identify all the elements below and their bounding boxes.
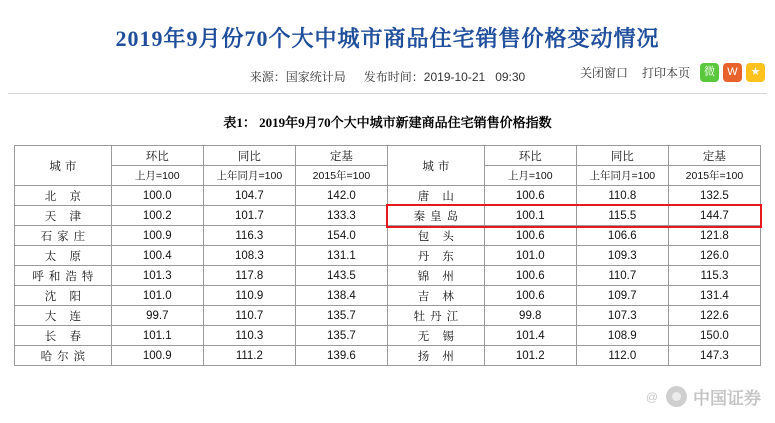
weibo-icon[interactable] (723, 63, 742, 82)
header-mom-right: 环比 (484, 146, 576, 166)
cell-yoy-left: 116.3 (203, 226, 295, 246)
cell-yoy-right: 110.7 (576, 266, 668, 286)
close-window-link[interactable]: 关闭窗口 (579, 66, 628, 80)
cell-base-left: 135.7 (295, 326, 387, 346)
subheader-yoy-right: 上年同月=100 (576, 166, 668, 186)
source-value: 国家统计局 (285, 69, 346, 84)
cell-city-left: 沈 阳 (15, 286, 112, 306)
header-base-right: 定基 (668, 146, 760, 166)
publish-label: 发布时间： (363, 69, 424, 84)
table-row (15, 286, 761, 306)
meta-bar (0, 59, 775, 93)
cell-yoy-left: 101.7 (203, 206, 295, 226)
cell-base-right: 122.6 (668, 306, 760, 326)
table-row (15, 326, 761, 346)
table-wrap (0, 145, 775, 366)
cell-mom-left: 100.9 (111, 226, 203, 246)
source-label: 来源： (249, 69, 286, 84)
header-city-right: 城市 (387, 146, 484, 186)
cell-base-left: 133.3 (295, 206, 387, 226)
cell-yoy-right: 109.3 (576, 246, 668, 266)
cell-mom-left: 100.0 (111, 186, 203, 206)
cell-city-right: 牡丹江 (387, 306, 484, 326)
table-row (15, 266, 761, 286)
cell-city-left: 北 京 (15, 186, 112, 206)
cell-yoy-right: 115.5 (576, 206, 668, 226)
qzone-icon-glyph: ★ (750, 66, 761, 78)
weibo-icon-glyph: W (727, 66, 738, 78)
cell-city-left: 呼和浩特 (15, 266, 112, 286)
cell-mom-left: 100.2 (111, 206, 203, 226)
cell-base-left: 139.6 (295, 346, 387, 366)
table-body (15, 186, 761, 366)
cell-mom-left: 100.4 (111, 246, 203, 266)
cell-city-right: 锦 州 (387, 266, 484, 286)
watermark-text: 中国证券 (693, 389, 761, 408)
cell-city-right: 丹 东 (387, 246, 484, 266)
cell-base-right: 144.7 (668, 206, 760, 226)
cell-mom-left: 101.3 (111, 266, 203, 286)
cell-yoy-left: 110.7 (203, 306, 295, 326)
publish-date: 2019-10-21 (423, 69, 486, 84)
subheader-base-left: 2015年=100 (295, 166, 387, 186)
watermark (646, 384, 761, 409)
cell-yoy-right: 109.7 (576, 286, 668, 306)
table-row (15, 306, 761, 326)
cell-city-right: 秦皇岛 (387, 206, 484, 226)
cell-city-right: 包 头 (387, 226, 484, 246)
cell-base-right: 150.0 (668, 326, 760, 346)
header-yoy-left: 同比 (203, 146, 295, 166)
cell-yoy-left: 117.8 (203, 266, 295, 286)
cell-mom-right: 100.6 (484, 286, 576, 306)
table-row (15, 246, 761, 266)
cell-yoy-right: 108.9 (576, 326, 668, 346)
cell-mom-left: 101.0 (111, 286, 203, 306)
meta-inner (250, 68, 525, 85)
share-icons (700, 63, 765, 82)
subheader-yoy-left: 上年同月=100 (203, 166, 295, 186)
watermark-logo-icon (666, 386, 687, 407)
table-row (15, 226, 761, 246)
subheader-base-right: 2015年=100 (668, 166, 760, 186)
cell-mom-right: 100.6 (484, 266, 576, 286)
cell-base-left: 131.1 (295, 246, 387, 266)
cell-mom-right: 100.6 (484, 226, 576, 246)
wechat-icon[interactable] (700, 63, 719, 82)
cell-base-left: 154.0 (295, 226, 387, 246)
subheader-mom-left: 上月=100 (111, 166, 203, 186)
cell-yoy-right: 107.3 (576, 306, 668, 326)
cell-yoy-right: 110.8 (576, 186, 668, 206)
cell-base-right: 132.5 (668, 186, 760, 206)
cell-yoy-left: 111.2 (203, 346, 295, 366)
cell-mom-right: 101.4 (484, 326, 576, 346)
cell-mom-right: 99.8 (484, 306, 576, 326)
header-yoy-right: 同比 (576, 146, 668, 166)
cell-yoy-right: 112.0 (576, 346, 668, 366)
cell-city-left: 石家庄 (15, 226, 112, 246)
cell-base-right: 126.0 (668, 246, 760, 266)
cell-yoy-right: 106.6 (576, 226, 668, 246)
meta-actions (580, 63, 765, 82)
cell-mom-right: 101.0 (484, 246, 576, 266)
cell-yoy-left: 104.7 (203, 186, 295, 206)
table-row (15, 206, 761, 226)
qzone-icon[interactable] (746, 63, 765, 82)
cell-yoy-left: 110.3 (203, 326, 295, 346)
cell-city-right: 唐 山 (387, 186, 484, 206)
header-base-left: 定基 (295, 146, 387, 166)
cell-city-right: 扬 州 (387, 346, 484, 366)
source-group (250, 68, 346, 85)
cell-city-right: 吉 林 (387, 286, 484, 306)
cell-mom-right: 100.1 (484, 206, 576, 226)
cell-city-left: 长 春 (15, 326, 112, 346)
table-head (15, 146, 761, 186)
cell-city-right: 无 锡 (387, 326, 484, 346)
cell-base-right: 147.3 (668, 346, 760, 366)
table-row (15, 186, 761, 206)
cell-mom-right: 101.2 (484, 346, 576, 366)
cell-city-left: 太 原 (15, 246, 112, 266)
header-mom-left: 环比 (111, 146, 203, 166)
weibo-at-label: @ (645, 389, 658, 404)
cell-base-right: 121.8 (668, 226, 760, 246)
cell-city-left: 大 连 (15, 306, 112, 326)
header-city-left: 城市 (15, 146, 112, 186)
cell-base-left: 142.0 (295, 186, 387, 206)
publish-group (364, 68, 525, 85)
cell-base-left: 143.5 (295, 266, 387, 286)
table-row (15, 346, 761, 366)
meta-links (580, 64, 690, 81)
subheader-mom-right: 上月=100 (484, 166, 576, 186)
cell-mom-left: 99.7 (111, 306, 203, 326)
table-header-row-top (15, 146, 761, 166)
publish-time: 09:30 (495, 69, 526, 84)
cell-yoy-left: 108.3 (203, 246, 295, 266)
page-title: 2019年9月份70个大中城市商品住宅销售价格变动情况 (115, 26, 660, 51)
cell-yoy-left: 110.9 (203, 286, 295, 306)
print-page-link[interactable]: 打印本页 (641, 66, 690, 80)
cell-city-left: 天 津 (15, 206, 112, 226)
cell-mom-right: 100.6 (484, 186, 576, 206)
cell-mom-left: 101.1 (111, 326, 203, 346)
cell-city-left: 哈尔滨 (15, 346, 112, 366)
price-index-table (14, 145, 761, 366)
wechat-icon-glyph: 微 (704, 66, 715, 78)
cell-base-right: 115.3 (668, 266, 760, 286)
cell-mom-left: 100.9 (111, 346, 203, 366)
cell-base-right: 131.4 (668, 286, 760, 306)
table-caption: 表1： 2019年9月70个大中城市新建商品住宅销售价格指数 (223, 115, 552, 130)
cell-base-left: 135.7 (295, 306, 387, 326)
cell-base-left: 138.4 (295, 286, 387, 306)
